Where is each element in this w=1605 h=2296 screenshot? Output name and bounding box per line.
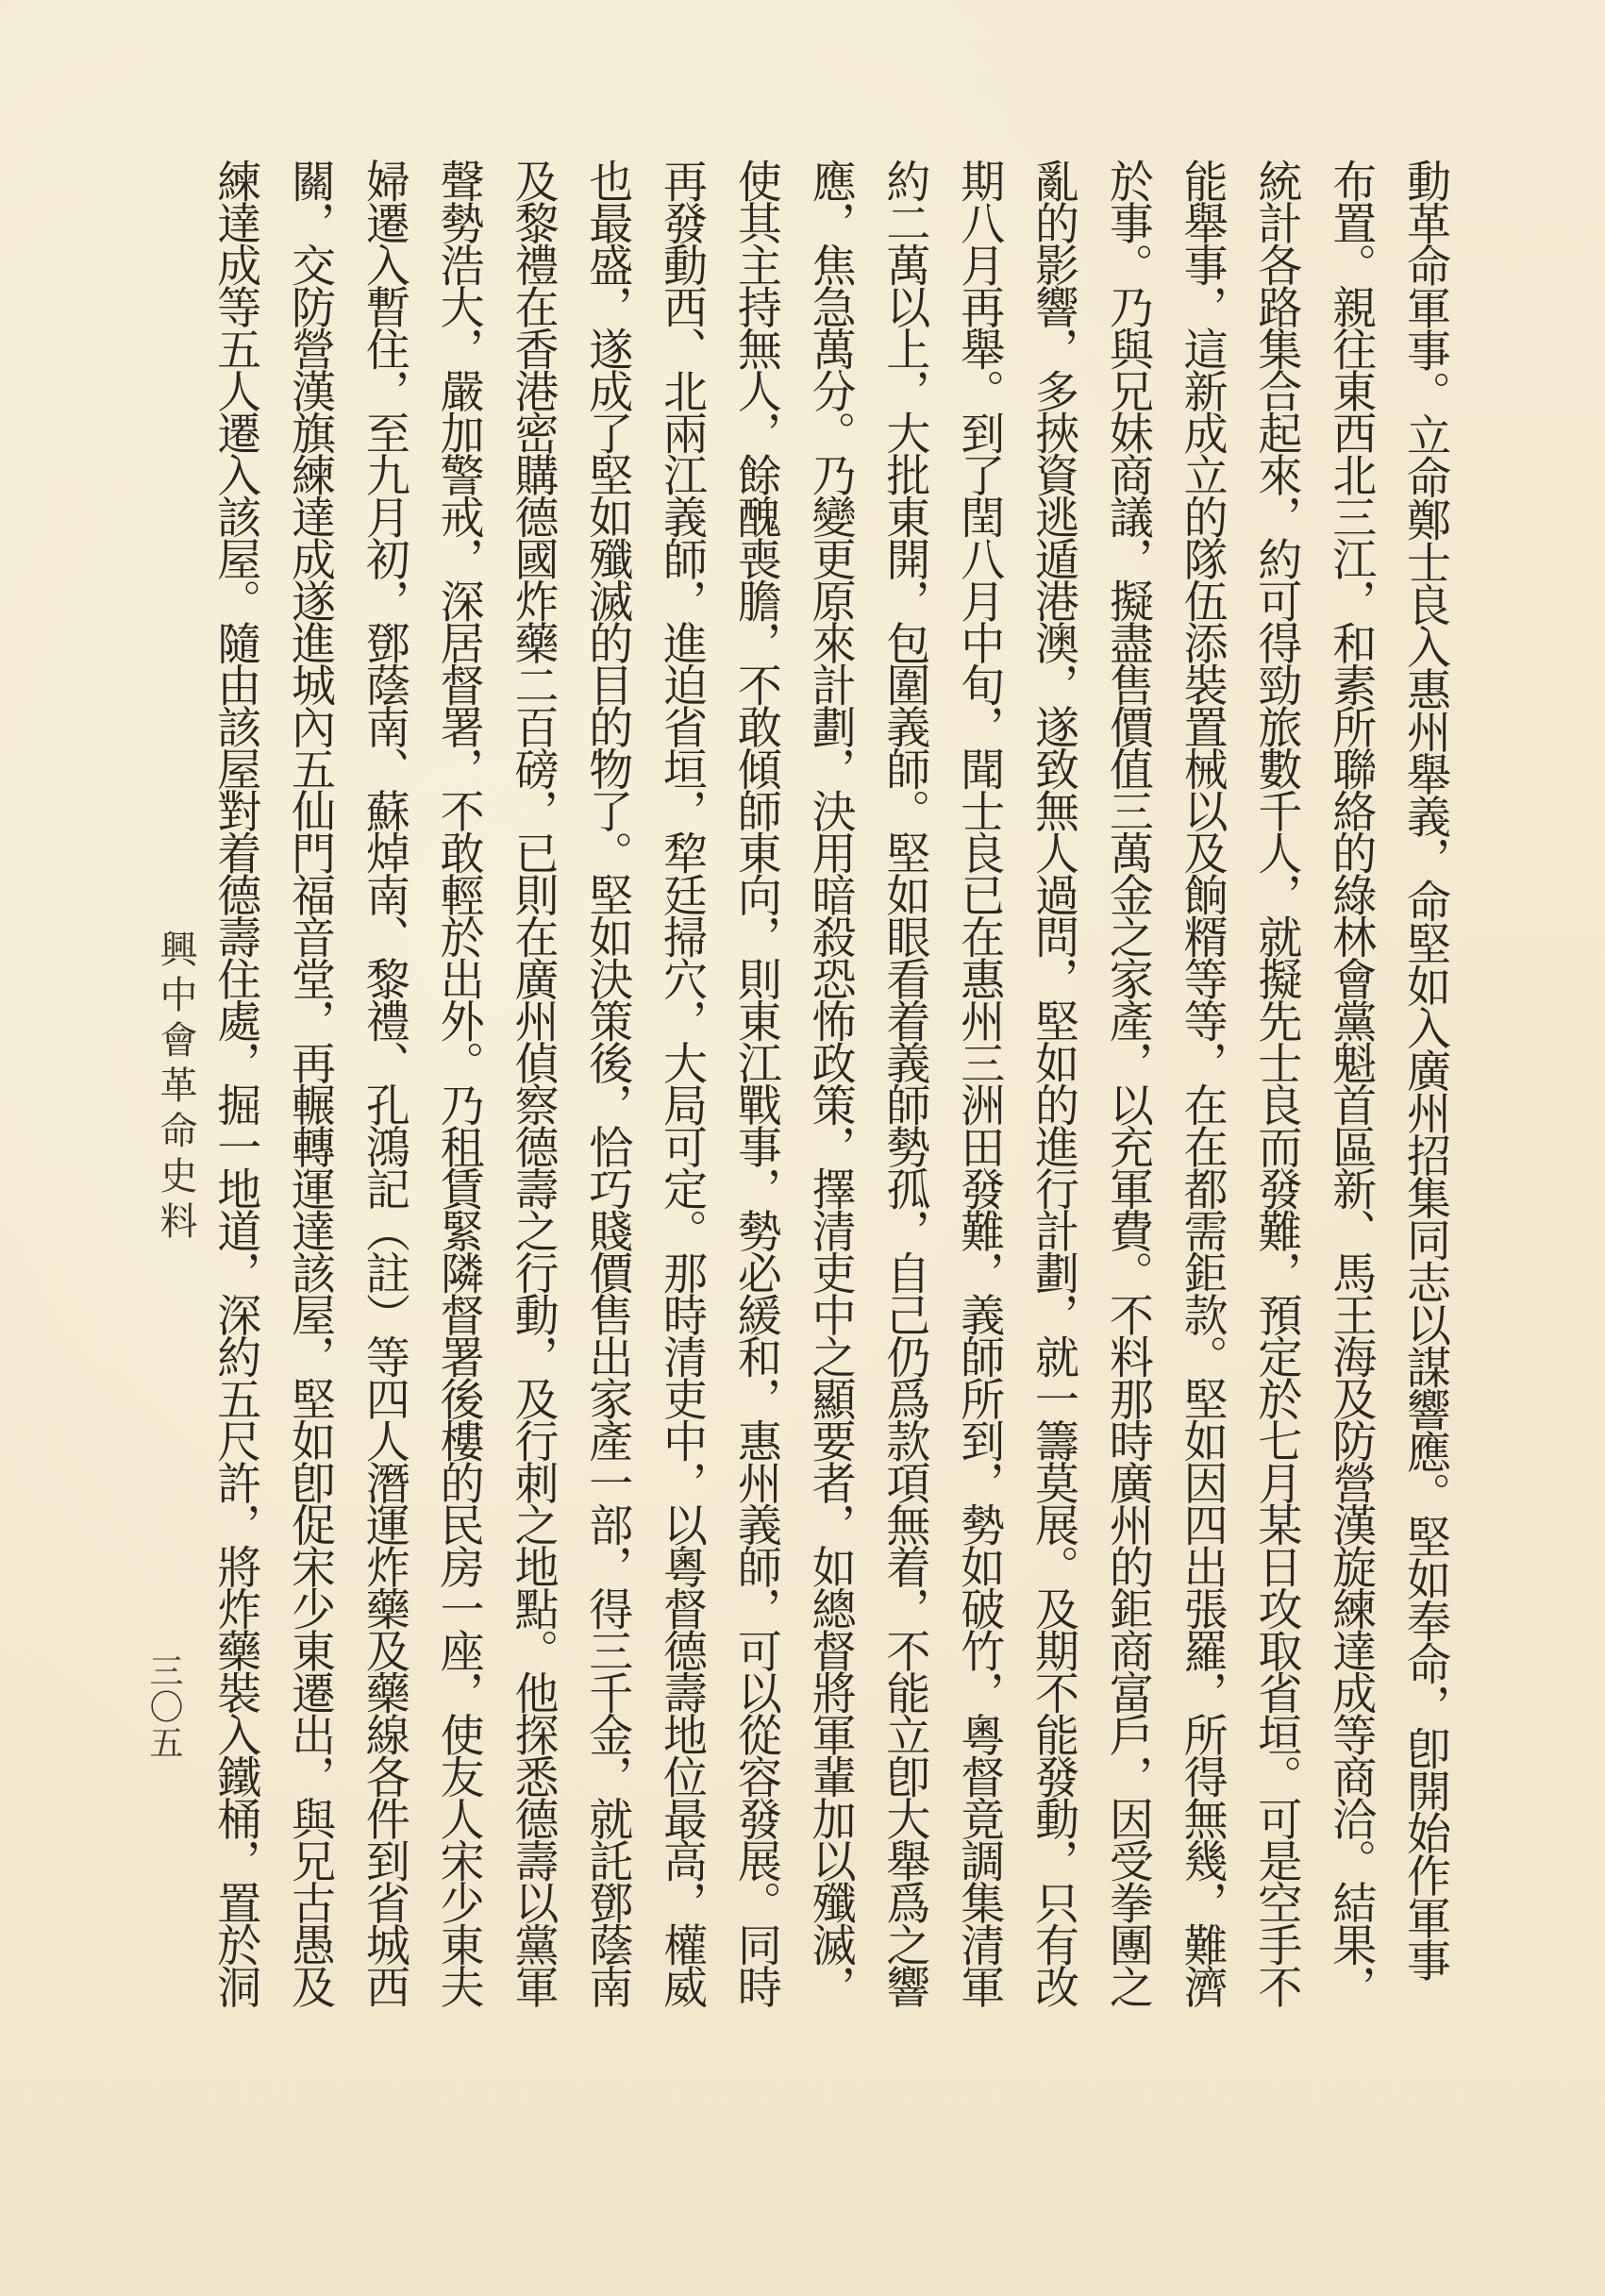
text-column-15: 婦遷入暫住，至九月初，鄧蔭南、蘇焯南、黎禮、孔鴻記（註）等四人潛運炸藥及藥線各件到省城西 bbox=[358, 159, 410, 2006]
text-column-12: 也最盛，遂成了堅如殲滅的目的物了。堅如決策後，恰巧賤價售出家產一部，得三千金，就託鄧蔭南 bbox=[581, 159, 634, 2006]
text-column-17: 練達成等五人遷入該屋。隨由該屋對着德壽住處，掘一地道，深約五尺許，將炸藥裝入鐵桶，置於洞 bbox=[209, 159, 262, 2006]
text-column-8: 約二萬以上，大批東開，包圍義師。堅如眼看着義師勢孤，自己仍爲款項無着，不能立卽大舉爲之響 bbox=[878, 159, 931, 2006]
text-column-2: 布置。親往東西北三江，和素所聯絡的綠林會黨魁首區新、馬王海及防營漢旋練達成等商洽。結果， bbox=[1325, 159, 1378, 2006]
text-column-1: 動革命軍事。立命鄭士良入惠州舉義，命堅如入廣州招集同志以謀響應。堅如奉命，卽開始作軍事 bbox=[1399, 159, 1451, 1980]
text-column-7: 期八月再舉。到了閏八月中旬，聞士良已在惠州三洲田發難，義師所到，勢如破竹，粵督竟調集清軍 bbox=[953, 159, 1006, 2006]
text-column-3: 統計各路集合起來，約可得勁旅數千人，就擬先士良而發難，預定於七月某日攻取省垣。可是空手不 bbox=[1250, 159, 1303, 2006]
text-column-4: 能舉事，這新成立的隊伍添裝置械以及餉糈等等，在在都需鉅款。堅如因四出張羅，所得無幾，難濟 bbox=[1176, 159, 1229, 2006]
page-number: 三〇五 bbox=[144, 1653, 183, 1761]
body-text bbox=[197, 159, 1462, 2006]
running-title: 興中會革命史料 bbox=[154, 930, 197, 1247]
text-column-16: 關，交防營漢旗練達成遂進城內五仙門福音堂，再輾轉運達該屋，堅如卽促宋少東遷出，與兄古愚及 bbox=[284, 159, 337, 2006]
text-column-13: 及黎禮在香港密購德國炸藥二百磅，已則在廣州偵察德壽之行動，及行刺之地點。他探悉德壽以黨軍 bbox=[507, 159, 560, 2006]
text-column-10: 使其主持無人，餘醜喪膽，不敢傾師東向，則東江戰事，勢必緩和，惠州義師，可以從容發展。同時 bbox=[729, 159, 782, 2006]
text-column-14: 聲勢浩大，嚴加警戒，深居督署，不敢輕於出外。乃租賃緊隣督署後樓的民房一座，使友人宋少東夫 bbox=[432, 159, 485, 2006]
text-column-6: 亂的影響，多挾資逃遁港澳，遂致無人過問，堅如的進行計劃，就一籌莫展。及期不能發動，只有改 bbox=[1028, 159, 1080, 2006]
text-column-5: 於事。乃與兄妹商議，擬盡售價值三萬金之家產，以充軍費。不料那時廣州的鉅商富戶，因受拳團之 bbox=[1101, 159, 1154, 2006]
text-column-9: 應，焦急萬分。乃變更原來計劃，決用暗殺恐怖政策，擇清吏中之顯要者，如總督將軍輩加以殲滅， bbox=[804, 159, 857, 2006]
text-column-11: 再發動西、北兩江義師，進迫省垣，犂廷掃穴，大局可定。那時清吏中，以粵督德壽地位最高，權威 bbox=[656, 159, 709, 2006]
